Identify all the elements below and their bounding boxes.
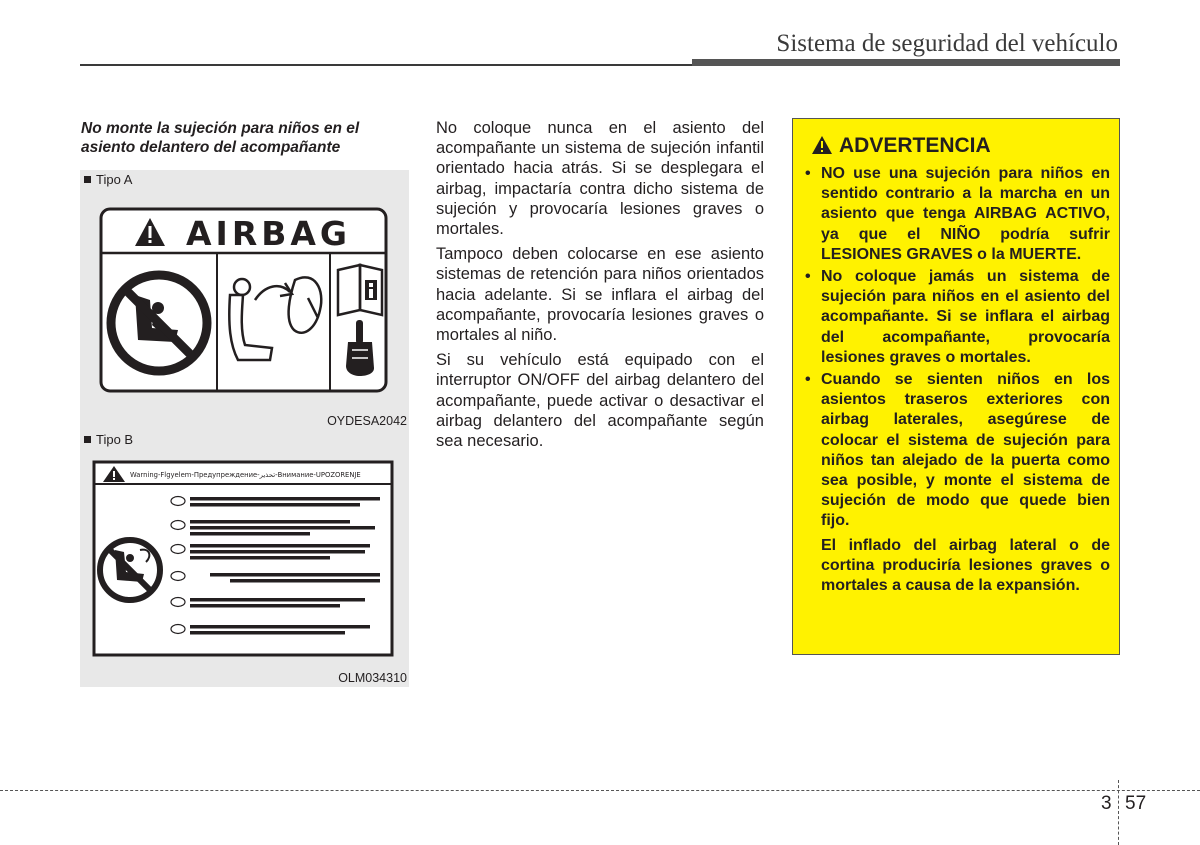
header-rule — [80, 64, 692, 66]
footer-divider — [1118, 780, 1119, 845]
warning-item-text: Cuando se sienten niños en los asientos traseros exteriores con airbag laterales, asegúrese de colocar el sistema de sujeción para niños tan alejado de la puerta como sea posible, y monte el sistema de sujeción de modo que quede bien fijo. — [821, 371, 1110, 530]
figure-b-label-text: Tipo B — [96, 432, 134, 447]
paragraph: Tampoco deben colocarse en ese asiento sistemas de retención para niños orientados hacia adelante. Si se inflara el airbag del acompañante, provocaría lesiones graves o mortales al niño. — [436, 245, 764, 345]
chapter-number: 3 — [1101, 793, 1112, 814]
figure-a-label-text: Tipo A — [96, 172, 133, 187]
warning-item-text: No coloque jamás un sistema de sujeción para niños en el asiento del acompañante. Si se inflara el airbag del acompañante, provocaría lesiones graves o mortales. — [821, 268, 1110, 366]
page-number: 57 — [1125, 793, 1147, 814]
airbag-warning-sign — [80, 170, 409, 430]
section-heading: No monte la sujeción para niños en el asiento delantero del acompañante — [81, 120, 360, 156]
figure-b-code: OLM034310 — [338, 671, 407, 685]
warning-title-text: ADVERTENCIA — [839, 134, 991, 157]
warning-note: El inflado del airbag lateral o de cortina produciría lesiones graves o mortales a causa de la expansión. — [821, 536, 1110, 595]
bullet-icon: • — [805, 165, 811, 182]
footer-rule — [0, 790, 1200, 791]
label-header-text: Warning-Flgyelem-Предупреждение-تحذير-Внимание-UPOZORENJE — [130, 471, 361, 479]
bullet-icon: • — [805, 268, 811, 286]
warning-list — [805, 164, 1110, 598]
multilingual-warning-label — [80, 430, 409, 687]
warning-triangle-icon — [811, 135, 833, 155]
warning-item — [805, 267, 1110, 368]
warning-item — [805, 370, 1110, 596]
figure-type-b — [80, 430, 409, 687]
page-header-title: Sistema de seguridad del vehículo — [776, 30, 1118, 57]
airbag-sign-text: AIRBAG — [186, 214, 352, 253]
paragraph: No coloque nunca en el asiento del acompañante un sistema de sujeción infantil orientado hacia atrás. Si se desplegara el airbag, impactaría contra dicho sistema de sujeción y provocaría lesiones graves o mortales. — [436, 119, 764, 239]
figure-type-a — [80, 170, 409, 430]
header-rule-accent — [692, 59, 1120, 66]
warning-box — [792, 118, 1120, 655]
paragraph: Si su vehículo está equipado con el interruptor ON/OFF del airbag delantero del acompañante, puede activar o desactivar el airbag delantero del acompañante según sea necesario. — [436, 351, 764, 451]
warning-item-text: NO use una sujeción para niños en sentido contrario a la marcha en un asiento que tenga AIRBAG ACTIVO, ya que el NIÑO podría sufrir LESIONES GRAVES o la MUERTE. — [821, 165, 1110, 263]
warning-title — [811, 134, 991, 158]
warning-item — [805, 164, 1110, 265]
bullet-icon: • — [805, 371, 811, 389]
figure-a-code: OYDESA2042 — [327, 414, 407, 428]
body-text — [436, 118, 764, 456]
